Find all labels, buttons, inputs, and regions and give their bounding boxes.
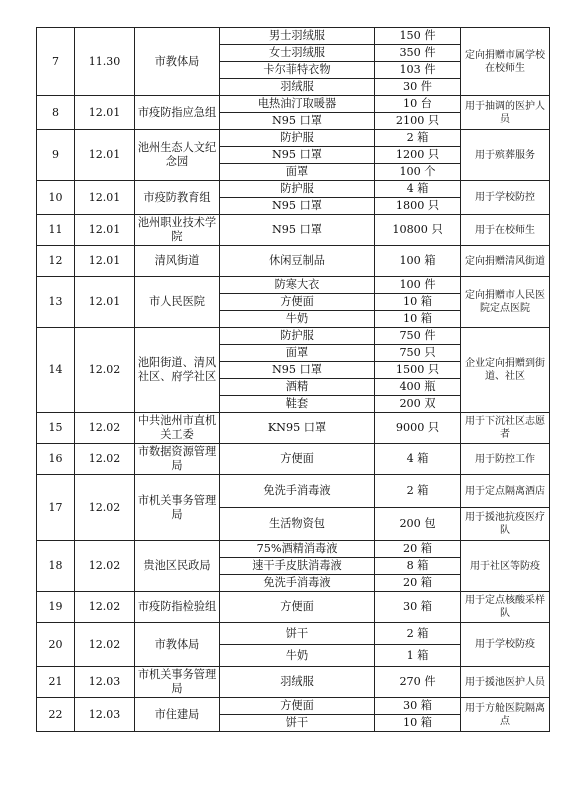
recipient-unit: 贵池区民政局 <box>135 541 220 592</box>
item-name: 牛奶 <box>220 311 375 328</box>
row-number: 22 <box>37 698 75 732</box>
table-row <box>37 130 550 147</box>
row-date: 12.01 <box>75 181 135 215</box>
recipient-unit: 市数据资源管理局 <box>135 444 220 475</box>
row-number: 11 <box>37 215 75 246</box>
row-date: 12.02 <box>75 475 135 541</box>
item-name: 面罩 <box>220 345 375 362</box>
item-quantity: 10 箱 <box>375 294 461 311</box>
item-quantity: 1 箱 <box>375 645 461 667</box>
item-name: N95 口罩 <box>220 198 375 215</box>
row-date: 12.03 <box>75 667 135 698</box>
row-number: 7 <box>37 28 75 96</box>
usage-note: 用于殡葬服务 <box>461 130 550 181</box>
usage-note: 定向捐赠清风街道 <box>461 246 550 277</box>
recipient-unit: 市机关事务管理局 <box>135 667 220 698</box>
table-row <box>37 413 550 444</box>
item-name: 酒精 <box>220 379 375 396</box>
table-row <box>37 623 550 645</box>
table-row <box>37 592 550 623</box>
table-row <box>37 215 550 246</box>
table-row <box>37 475 550 508</box>
item-name: 面罩 <box>220 164 375 181</box>
item-quantity: 200 双 <box>375 396 461 413</box>
usage-note: 企业定向捐赠到街道、社区 <box>461 328 550 413</box>
table-row <box>37 444 550 475</box>
item-quantity: 30 箱 <box>375 698 461 715</box>
item-name: 防护服 <box>220 181 375 198</box>
item-name: 羽绒服 <box>220 79 375 96</box>
usage-note: 用于下沉社区志愿者 <box>461 413 550 444</box>
recipient-unit: 市疫防教育组 <box>135 181 220 215</box>
row-date: 12.02 <box>75 541 135 592</box>
item-name: 鞋套 <box>220 396 375 413</box>
item-name: 免洗手消毒液 <box>220 575 375 592</box>
row-date: 12.02 <box>75 328 135 413</box>
recipient-unit: 市疫防指应急组 <box>135 96 220 130</box>
item-quantity: 20 箱 <box>375 541 461 558</box>
table-row <box>37 328 550 345</box>
item-name: N95 口罩 <box>220 362 375 379</box>
recipient-unit: 池州职业技术学院 <box>135 215 220 246</box>
table-row <box>37 277 550 294</box>
table-row <box>37 698 550 715</box>
recipient-unit: 池阳街道、清风社区、府学社区 <box>135 328 220 413</box>
usage-note: 用于定点核酸采样队 <box>461 592 550 623</box>
item-name: N95 口罩 <box>220 147 375 164</box>
item-quantity: 8 箱 <box>375 558 461 575</box>
item-name: N95 口罩 <box>220 113 375 130</box>
item-name: 休闲豆制品 <box>220 246 375 277</box>
recipient-unit: 市人民医院 <box>135 277 220 328</box>
item-quantity: 400 瓶 <box>375 379 461 396</box>
item-name: 饼干 <box>220 623 375 645</box>
row-number: 20 <box>37 623 75 667</box>
item-name: 电热油汀取暖器 <box>220 96 375 113</box>
table-row <box>37 96 550 113</box>
table-row <box>37 28 550 45</box>
row-number: 16 <box>37 444 75 475</box>
item-name: 速干手皮肤消毒液 <box>220 558 375 575</box>
recipient-unit: 市机关事务管理局 <box>135 475 220 541</box>
row-date: 12.01 <box>75 215 135 246</box>
row-date: 12.01 <box>75 130 135 181</box>
item-quantity: 10 箱 <box>375 311 461 328</box>
item-quantity: 10 台 <box>375 96 461 113</box>
item-quantity: 100 个 <box>375 164 461 181</box>
row-date: 12.02 <box>75 623 135 667</box>
usage-note: 用于定点隔离酒店 <box>461 475 550 508</box>
row-date: 12.01 <box>75 246 135 277</box>
row-date: 12.01 <box>75 96 135 130</box>
item-quantity: 9000 只 <box>375 413 461 444</box>
item-quantity: 100 箱 <box>375 246 461 277</box>
item-name: 方便面 <box>220 294 375 311</box>
row-number: 13 <box>37 277 75 328</box>
item-name: 女士羽绒服 <box>220 45 375 62</box>
recipient-unit: 市疫防指检验组 <box>135 592 220 623</box>
item-name: 卡尔菲特衣物 <box>220 62 375 79</box>
item-quantity: 103 件 <box>375 62 461 79</box>
usage-note: 用于援池抗疫医疗队 <box>461 508 550 541</box>
item-quantity: 270 件 <box>375 667 461 698</box>
usage-note: 用于在校师生 <box>461 215 550 246</box>
item-name: 方便面 <box>220 444 375 475</box>
row-number: 17 <box>37 475 75 541</box>
item-name: 牛奶 <box>220 645 375 667</box>
usage-note: 用于学校防疫 <box>461 623 550 667</box>
item-quantity: 1800 只 <box>375 198 461 215</box>
item-quantity: 4 箱 <box>375 181 461 198</box>
item-quantity: 2 箱 <box>375 130 461 147</box>
item-quantity: 150 件 <box>375 28 461 45</box>
recipient-unit: 清风街道 <box>135 246 220 277</box>
recipient-unit: 市教体局 <box>135 623 220 667</box>
usage-note: 用于学校防控 <box>461 181 550 215</box>
row-date: 12.02 <box>75 413 135 444</box>
item-quantity: 200 包 <box>375 508 461 541</box>
item-name: 生活物资包 <box>220 508 375 541</box>
recipient-unit: 中共池州市直机关工委 <box>135 413 220 444</box>
usage-note: 定向捐赠市人民医院定点医院 <box>461 277 550 328</box>
item-quantity: 20 箱 <box>375 575 461 592</box>
recipient-unit: 池州生态人文纪念园 <box>135 130 220 181</box>
item-quantity: 10 箱 <box>375 715 461 732</box>
item-name: 羽绒服 <box>220 667 375 698</box>
item-quantity: 750 只 <box>375 345 461 362</box>
item-name: 75%酒精消毒液 <box>220 541 375 558</box>
usage-note: 用于援池医护人员 <box>461 667 550 698</box>
item-quantity: 750 件 <box>375 328 461 345</box>
item-quantity: 2 箱 <box>375 623 461 645</box>
usage-note: 用于社区等防疫 <box>461 541 550 592</box>
usage-note: 用于方舱医院隔离点 <box>461 698 550 732</box>
row-number: 19 <box>37 592 75 623</box>
item-name: 防护服 <box>220 130 375 147</box>
table-row <box>37 667 550 698</box>
item-quantity: 1500 只 <box>375 362 461 379</box>
row-date: 12.02 <box>75 592 135 623</box>
item-quantity: 1200 只 <box>375 147 461 164</box>
usage-note: 定向捐赠市属学校在校师生 <box>461 28 550 96</box>
item-quantity: 2100 只 <box>375 113 461 130</box>
row-date: 11.30 <box>75 28 135 96</box>
usage-note: 用于抽调的医护人员 <box>461 96 550 130</box>
item-name: 方便面 <box>220 698 375 715</box>
row-date: 12.02 <box>75 444 135 475</box>
row-date: 12.03 <box>75 698 135 732</box>
item-quantity: 100 件 <box>375 277 461 294</box>
item-name: 方便面 <box>220 592 375 623</box>
donation-table-body <box>37 28 550 732</box>
row-number: 15 <box>37 413 75 444</box>
row-number: 10 <box>37 181 75 215</box>
row-number: 18 <box>37 541 75 592</box>
item-quantity: 2 箱 <box>375 475 461 508</box>
row-number: 21 <box>37 667 75 698</box>
recipient-unit: 市住建局 <box>135 698 220 732</box>
item-quantity: 30 件 <box>375 79 461 96</box>
item-name: 防护服 <box>220 328 375 345</box>
item-quantity: 4 箱 <box>375 444 461 475</box>
item-name: N95 口罩 <box>220 215 375 246</box>
item-quantity: 10800 只 <box>375 215 461 246</box>
table-row <box>37 181 550 198</box>
table-row <box>37 246 550 277</box>
item-name: 男士羽绒服 <box>220 28 375 45</box>
item-quantity: 30 箱 <box>375 592 461 623</box>
row-number: 14 <box>37 328 75 413</box>
item-name: 防寒大衣 <box>220 277 375 294</box>
item-quantity: 350 件 <box>375 45 461 62</box>
table-row <box>37 541 550 558</box>
item-name: 免洗手消毒液 <box>220 475 375 508</box>
item-name: 饼干 <box>220 715 375 732</box>
row-number: 9 <box>37 130 75 181</box>
donation-table <box>36 27 550 732</box>
row-number: 8 <box>37 96 75 130</box>
item-name: KN95 口罩 <box>220 413 375 444</box>
usage-note: 用于防控工作 <box>461 444 550 475</box>
row-date: 12.01 <box>75 277 135 328</box>
row-number: 12 <box>37 246 75 277</box>
recipient-unit: 市教体局 <box>135 28 220 96</box>
